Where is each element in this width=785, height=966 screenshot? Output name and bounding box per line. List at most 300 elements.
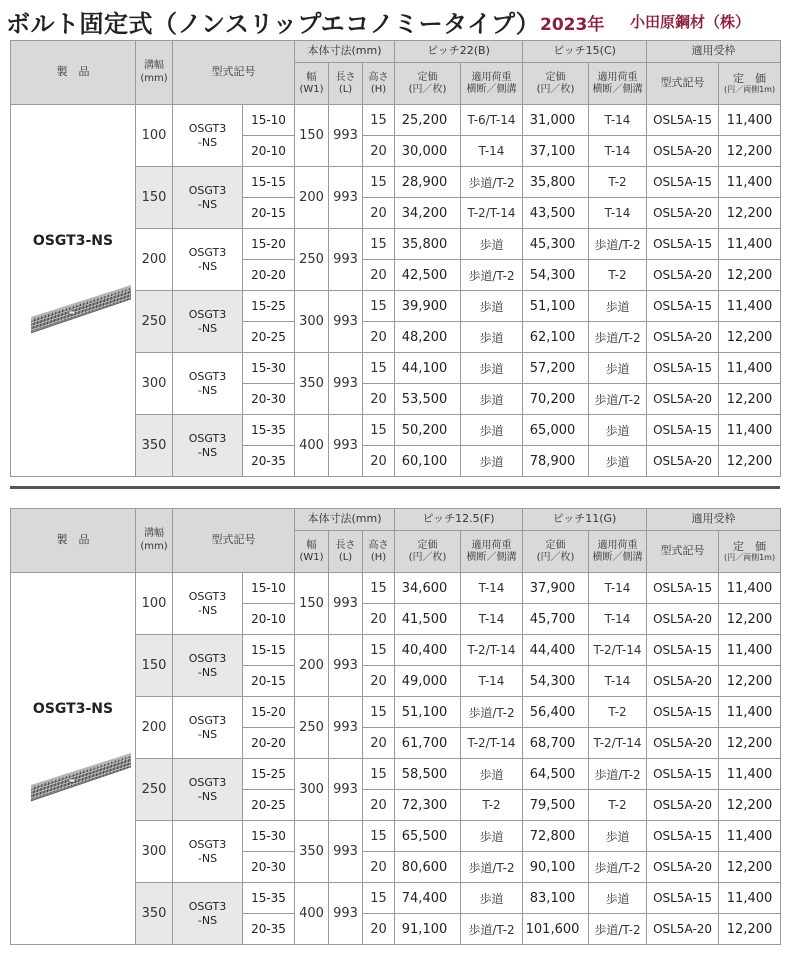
frame-model: OSL5A-15 bbox=[647, 167, 719, 198]
load-a: 歩道 bbox=[461, 415, 523, 446]
header-price-b-line: 定価 bbox=[545, 71, 566, 83]
header-groove-width-line: (mm) bbox=[140, 540, 168, 552]
model-code: 20-20 bbox=[243, 728, 295, 759]
header-product: 製 品 bbox=[11, 509, 136, 573]
frame-model: OSL5A-20 bbox=[647, 260, 719, 291]
model-name-line: -NS bbox=[197, 445, 218, 459]
body-height: 15 bbox=[363, 167, 395, 198]
load-b: T-2/T-14 bbox=[589, 635, 647, 666]
body-width: 300 bbox=[295, 291, 329, 353]
model-name-line: -NS bbox=[197, 913, 218, 927]
body-width: 250 bbox=[295, 229, 329, 291]
body-width: 350 bbox=[295, 821, 329, 883]
price-b: 35,800 bbox=[523, 167, 589, 198]
model-code: 20-20 bbox=[243, 260, 295, 291]
price-table bbox=[10, 508, 781, 945]
load-b: 歩道 bbox=[589, 415, 647, 446]
load-b: T-14 bbox=[589, 573, 647, 604]
model-name-line: OSGT3 bbox=[188, 183, 227, 197]
body-width: 250 bbox=[295, 697, 329, 759]
model-code: 20-30 bbox=[243, 384, 295, 415]
price-b: 90,100 bbox=[523, 852, 589, 883]
price-a: 42,500 bbox=[395, 260, 461, 291]
product-name: OSGT3-NS bbox=[32, 233, 114, 249]
price-b: 37,100 bbox=[523, 136, 589, 167]
load-a: 歩道 bbox=[461, 291, 523, 322]
body-height: 15 bbox=[363, 697, 395, 728]
load-a: 歩道 bbox=[461, 322, 523, 353]
body-length: 993 bbox=[329, 759, 363, 821]
load-a: 歩道/T-2 bbox=[461, 914, 523, 945]
price-a: 53,500 bbox=[395, 384, 461, 415]
price-b: 57,200 bbox=[523, 353, 589, 384]
body-height: 15 bbox=[363, 759, 395, 790]
model-code: 20-10 bbox=[243, 604, 295, 635]
frame-price: 11,400 bbox=[719, 821, 781, 852]
frame-price: 12,200 bbox=[719, 728, 781, 759]
frame-model: OSL5A-20 bbox=[647, 322, 719, 353]
header-price-a-line: (円／枚) bbox=[408, 83, 447, 95]
frame-model: OSL5A-20 bbox=[647, 666, 719, 697]
frame-price: 11,400 bbox=[719, 167, 781, 198]
price-b: 37,900 bbox=[523, 573, 589, 604]
frame-model: OSL5A-15 bbox=[647, 883, 719, 914]
body-length: 993 bbox=[329, 353, 363, 415]
frame-model: OSL5A-20 bbox=[647, 384, 719, 415]
frame-model: OSL5A-15 bbox=[647, 415, 719, 446]
groove-width: 250 bbox=[136, 759, 173, 821]
company-name: 小田原鋼材（株） bbox=[630, 13, 751, 31]
model-code: 15-20 bbox=[243, 229, 295, 260]
price-a: 80,600 bbox=[395, 852, 461, 883]
price-b: 62,100 bbox=[523, 322, 589, 353]
price-table bbox=[10, 40, 781, 477]
header-price-b-line: (円／枚) bbox=[536, 83, 575, 95]
frame-price: 12,200 bbox=[719, 322, 781, 353]
header-load-b-line: 適用荷重 bbox=[597, 71, 638, 83]
model-code: 20-35 bbox=[243, 446, 295, 477]
frame-model: OSL5A-15 bbox=[647, 821, 719, 852]
load-b: T-2/T-14 bbox=[589, 728, 647, 759]
header-frame-price-line: 定 価 bbox=[733, 540, 767, 554]
load-a: T-14 bbox=[461, 666, 523, 697]
load-b: 歩道 bbox=[589, 446, 647, 477]
groove-width: 300 bbox=[136, 353, 173, 415]
load-a: 歩道/T-2 bbox=[461, 167, 523, 198]
model-name-line: OSGT3 bbox=[188, 121, 227, 135]
body-length: 993 bbox=[329, 415, 363, 477]
header-length-line: (L) bbox=[338, 83, 353, 95]
load-b: T-2 bbox=[589, 167, 647, 198]
frame-price: 12,200 bbox=[719, 260, 781, 291]
header-height-line: (H) bbox=[370, 551, 387, 563]
price-a: 91,100 bbox=[395, 914, 461, 945]
model-code: 15-20 bbox=[243, 697, 295, 728]
load-b: 歩道/T-2 bbox=[589, 852, 647, 883]
header-pitch-b: ピッチ15(C) bbox=[523, 41, 647, 63]
frame-model: OSL5A-15 bbox=[647, 353, 719, 384]
table-row bbox=[11, 105, 781, 136]
groove-width: 300 bbox=[136, 821, 173, 883]
groove-width: 100 bbox=[136, 573, 173, 635]
body-length: 993 bbox=[329, 883, 363, 945]
model-name-line: OSGT3 bbox=[188, 899, 227, 913]
header-frame-model: 型式記号 bbox=[647, 63, 719, 105]
header-product: 製 品 bbox=[11, 41, 136, 105]
load-a: 歩道 bbox=[461, 821, 523, 852]
frame-model: OSL5A-20 bbox=[647, 728, 719, 759]
model-name bbox=[173, 353, 243, 415]
frame-model: OSL5A-15 bbox=[647, 697, 719, 728]
header-groove-width-line: 溝 bbox=[144, 528, 154, 539]
price-b: 70,200 bbox=[523, 384, 589, 415]
body-length: 993 bbox=[329, 635, 363, 697]
model-name-line: OSGT3 bbox=[188, 589, 227, 603]
header-price-a-line: 定価 bbox=[417, 71, 438, 83]
load-a: 歩道/T-2 bbox=[461, 852, 523, 883]
price-a: 41,500 bbox=[395, 604, 461, 635]
model-code: 20-15 bbox=[243, 666, 295, 697]
frame-price: 12,200 bbox=[719, 198, 781, 229]
price-a: 60,100 bbox=[395, 446, 461, 477]
model-code: 15-30 bbox=[243, 821, 295, 852]
model-code: 20-35 bbox=[243, 914, 295, 945]
header-height bbox=[363, 531, 395, 573]
body-width: 400 bbox=[295, 883, 329, 945]
frame-price: 11,400 bbox=[719, 883, 781, 914]
model-name bbox=[173, 291, 243, 353]
body-height: 20 bbox=[363, 322, 395, 353]
model-code: 15-10 bbox=[243, 105, 295, 136]
header-price-b bbox=[523, 63, 589, 105]
load-a: 歩道 bbox=[461, 384, 523, 415]
product-cell bbox=[11, 105, 136, 477]
body-height: 20 bbox=[363, 852, 395, 883]
page-header bbox=[0, 0, 785, 40]
header-load-b-line: 横断／側溝 bbox=[592, 83, 643, 95]
load-a: 歩道 bbox=[461, 446, 523, 477]
header-frame-model: 型式記号 bbox=[647, 531, 719, 573]
frame-model: OSL5A-15 bbox=[647, 573, 719, 604]
model-code: 15-30 bbox=[243, 353, 295, 384]
frame-model: OSL5A-15 bbox=[647, 635, 719, 666]
header-frame: 適用受枠 bbox=[647, 41, 781, 63]
header-height-line: 高さ bbox=[368, 71, 389, 83]
load-b: 歩道/T-2 bbox=[589, 229, 647, 260]
frame-price: 12,200 bbox=[719, 666, 781, 697]
header-groove-width-line: 溝 bbox=[144, 60, 154, 71]
header-length-line: 長さ bbox=[335, 71, 356, 83]
header-groove-width-line: 幅 bbox=[154, 528, 164, 539]
model-name bbox=[173, 697, 243, 759]
header-load-b-line: 横断／側溝 bbox=[592, 551, 643, 563]
model-name-line: -NS bbox=[197, 383, 218, 397]
model-code: 15-35 bbox=[243, 883, 295, 914]
header-height-line: 高さ bbox=[368, 539, 389, 551]
model-name-line: -NS bbox=[197, 259, 218, 273]
header-w1-line: 幅 bbox=[306, 539, 317, 551]
load-a: 歩道/T-2 bbox=[461, 697, 523, 728]
body-length: 993 bbox=[329, 573, 363, 635]
price-a: 50,200 bbox=[395, 415, 461, 446]
body-height: 15 bbox=[363, 229, 395, 260]
header-load-a bbox=[461, 531, 523, 573]
frame-model: OSL5A-20 bbox=[647, 198, 719, 229]
header-load-b-line: 適用荷重 bbox=[597, 539, 638, 551]
frame-price: 11,400 bbox=[719, 105, 781, 136]
frame-price: 12,200 bbox=[719, 790, 781, 821]
price-year: 2023年 bbox=[540, 15, 605, 35]
header-groove-width bbox=[136, 41, 173, 105]
header-frame-price bbox=[719, 63, 781, 105]
frame-price: 11,400 bbox=[719, 353, 781, 384]
model-name-line: -NS bbox=[197, 321, 218, 335]
load-a: 歩道/T-2 bbox=[461, 260, 523, 291]
price-a: 35,800 bbox=[395, 229, 461, 260]
price-a: 39,900 bbox=[395, 291, 461, 322]
model-name-line: -NS bbox=[197, 727, 218, 741]
price-a: 72,300 bbox=[395, 790, 461, 821]
load-b: T-14 bbox=[589, 666, 647, 697]
frame-model: OSL5A-20 bbox=[647, 136, 719, 167]
header-w1-line: (W1) bbox=[299, 83, 324, 95]
price-b: 43,500 bbox=[523, 198, 589, 229]
price-b: 56,400 bbox=[523, 697, 589, 728]
body-height: 20 bbox=[363, 446, 395, 477]
model-name-line: -NS bbox=[197, 135, 218, 149]
groove-width: 150 bbox=[136, 167, 173, 229]
price-b: 45,700 bbox=[523, 604, 589, 635]
load-b: 歩道 bbox=[589, 883, 647, 914]
frame-price: 12,200 bbox=[719, 852, 781, 883]
model-name bbox=[173, 759, 243, 821]
header-frame-price-line: (円／両側1m) bbox=[723, 553, 776, 563]
body-height: 20 bbox=[363, 666, 395, 697]
price-b: 44,400 bbox=[523, 635, 589, 666]
load-b: T-14 bbox=[589, 198, 647, 229]
price-a: 28,900 bbox=[395, 167, 461, 198]
groove-width: 200 bbox=[136, 229, 173, 291]
header-length bbox=[329, 63, 363, 105]
frame-model: OSL5A-20 bbox=[647, 852, 719, 883]
header-groove-width-line: 幅 bbox=[154, 60, 164, 71]
body-height: 20 bbox=[363, 198, 395, 229]
model-code: 20-10 bbox=[243, 136, 295, 167]
price-b: 72,800 bbox=[523, 821, 589, 852]
model-code: 20-15 bbox=[243, 198, 295, 229]
model-code: 15-10 bbox=[243, 573, 295, 604]
body-height: 20 bbox=[363, 136, 395, 167]
header-price-a bbox=[395, 531, 461, 573]
body-height: 15 bbox=[363, 353, 395, 384]
header-groove-width-line: (mm) bbox=[140, 72, 168, 84]
price-b: 101,600 bbox=[523, 914, 589, 945]
body-length: 993 bbox=[329, 291, 363, 353]
header-pitch-a: ピッチ12.5(F) bbox=[395, 509, 523, 531]
header-height-line: (H) bbox=[370, 83, 387, 95]
header-load-b bbox=[589, 531, 647, 573]
body-height: 20 bbox=[363, 384, 395, 415]
price-b: 79,500 bbox=[523, 790, 589, 821]
header-w1 bbox=[295, 531, 329, 573]
load-b: T-14 bbox=[589, 136, 647, 167]
price-a: 34,600 bbox=[395, 573, 461, 604]
frame-model: OSL5A-20 bbox=[647, 446, 719, 477]
body-height: 15 bbox=[363, 291, 395, 322]
body-length: 993 bbox=[329, 229, 363, 291]
body-height: 15 bbox=[363, 883, 395, 914]
price-a: 49,000 bbox=[395, 666, 461, 697]
body-width: 200 bbox=[295, 635, 329, 697]
body-height: 15 bbox=[363, 635, 395, 666]
model-name bbox=[173, 415, 243, 477]
load-a: T-6/T-14 bbox=[461, 105, 523, 136]
product-name: OSGT3-NS bbox=[32, 701, 114, 717]
body-width: 200 bbox=[295, 167, 329, 229]
body-height: 15 bbox=[363, 821, 395, 852]
header-load-a-line: 横断／側溝 bbox=[466, 551, 517, 563]
model-name-line: -NS bbox=[197, 789, 218, 803]
price-a: 40,400 bbox=[395, 635, 461, 666]
model-name-line: -NS bbox=[197, 603, 218, 617]
header-w1 bbox=[295, 63, 329, 105]
price-a: 34,200 bbox=[395, 198, 461, 229]
model-code: 20-25 bbox=[243, 790, 295, 821]
price-b: 54,300 bbox=[523, 260, 589, 291]
price-b: 78,900 bbox=[523, 446, 589, 477]
model-name-line: OSGT3 bbox=[188, 245, 227, 259]
groove-width: 350 bbox=[136, 415, 173, 477]
frame-model: OSL5A-15 bbox=[647, 229, 719, 260]
model-code: 15-25 bbox=[243, 759, 295, 790]
model-name bbox=[173, 635, 243, 697]
model-name-line: OSGT3 bbox=[188, 651, 227, 665]
header-price-b-line: 定価 bbox=[545, 539, 566, 551]
price-a: 58,500 bbox=[395, 759, 461, 790]
load-a: T-2 bbox=[461, 790, 523, 821]
header-price-a bbox=[395, 63, 461, 105]
load-b: T-2 bbox=[589, 697, 647, 728]
price-a: 48,200 bbox=[395, 322, 461, 353]
body-height: 20 bbox=[363, 604, 395, 635]
frame-price: 11,400 bbox=[719, 697, 781, 728]
header-length bbox=[329, 531, 363, 573]
header-body-size: 本体寸法(mm) bbox=[295, 41, 395, 63]
body-width: 150 bbox=[295, 105, 329, 167]
groove-width: 350 bbox=[136, 883, 173, 945]
body-width: 350 bbox=[295, 353, 329, 415]
load-b: T-14 bbox=[589, 105, 647, 136]
groove-width: 100 bbox=[136, 105, 173, 167]
body-height: 20 bbox=[363, 914, 395, 945]
body-height: 20 bbox=[363, 790, 395, 821]
body-height: 20 bbox=[363, 728, 395, 759]
frame-price: 12,200 bbox=[719, 384, 781, 415]
header-w1-line: 幅 bbox=[306, 71, 317, 83]
header-load-a-line: 適用荷重 bbox=[471, 539, 512, 551]
header-price-b-line: (円／枚) bbox=[536, 551, 575, 563]
body-length: 993 bbox=[329, 167, 363, 229]
model-code: 15-25 bbox=[243, 291, 295, 322]
frame-price: 11,400 bbox=[719, 635, 781, 666]
model-name-line: OSGT3 bbox=[188, 837, 227, 851]
price-a: 74,400 bbox=[395, 883, 461, 914]
load-a: T-2/T-14 bbox=[461, 198, 523, 229]
groove-width: 250 bbox=[136, 291, 173, 353]
header-load-a bbox=[461, 63, 523, 105]
load-b: 歩道/T-2 bbox=[589, 759, 647, 790]
price-b: 65,000 bbox=[523, 415, 589, 446]
frame-price: 11,400 bbox=[719, 759, 781, 790]
price-b: 45,300 bbox=[523, 229, 589, 260]
table-separator bbox=[10, 486, 780, 489]
frame-model: OSL5A-20 bbox=[647, 914, 719, 945]
load-a: 歩道 bbox=[461, 883, 523, 914]
header-frame: 適用受枠 bbox=[647, 509, 781, 531]
load-a: T-14 bbox=[461, 573, 523, 604]
model-name bbox=[173, 883, 243, 945]
load-a: T-2/T-14 bbox=[461, 728, 523, 759]
load-b: T-2 bbox=[589, 260, 647, 291]
table-row bbox=[11, 573, 781, 604]
body-height: 15 bbox=[363, 573, 395, 604]
frame-price: 11,400 bbox=[719, 415, 781, 446]
price-a: 25,200 bbox=[395, 105, 461, 136]
load-a: 歩道 bbox=[461, 759, 523, 790]
frame-price: 12,200 bbox=[719, 136, 781, 167]
frame-price: 12,200 bbox=[719, 914, 781, 945]
price-a: 65,500 bbox=[395, 821, 461, 852]
header-load-b bbox=[589, 63, 647, 105]
body-height: 20 bbox=[363, 260, 395, 291]
load-a: 歩道 bbox=[461, 353, 523, 384]
price-b: 31,000 bbox=[523, 105, 589, 136]
model-name-line: OSGT3 bbox=[188, 369, 227, 383]
frame-price: 12,200 bbox=[719, 446, 781, 477]
model-name-line: OSGT3 bbox=[188, 431, 227, 445]
body-height: 15 bbox=[363, 415, 395, 446]
page-title: ボルト固定式（ノンスリップエコノミータイプ） bbox=[6, 10, 541, 38]
header-price-a-line: 定価 bbox=[417, 539, 438, 551]
product-cell bbox=[11, 573, 136, 945]
groove-width: 200 bbox=[136, 697, 173, 759]
header-w1-line: (W1) bbox=[299, 551, 324, 563]
header-frame-price-line: (円／両側1m) bbox=[723, 85, 776, 95]
load-b: 歩道 bbox=[589, 821, 647, 852]
model-code: 20-25 bbox=[243, 322, 295, 353]
body-width: 150 bbox=[295, 573, 329, 635]
model-name bbox=[173, 821, 243, 883]
model-code: 15-15 bbox=[243, 635, 295, 666]
price-b: 83,100 bbox=[523, 883, 589, 914]
header-load-a-line: 横断／側溝 bbox=[466, 83, 517, 95]
body-length: 993 bbox=[329, 105, 363, 167]
frame-price: 11,400 bbox=[719, 573, 781, 604]
header-height bbox=[363, 63, 395, 105]
model-code: 15-35 bbox=[243, 415, 295, 446]
model-code: 20-30 bbox=[243, 852, 295, 883]
model-name-line: OSGT3 bbox=[188, 775, 227, 789]
grating-product-image bbox=[31, 749, 131, 803]
header-load-a-line: 適用荷重 bbox=[471, 71, 512, 83]
frame-model: OSL5A-20 bbox=[647, 604, 719, 635]
load-a: 歩道 bbox=[461, 229, 523, 260]
model-name bbox=[173, 229, 243, 291]
header-frame-price-line: 定 価 bbox=[733, 72, 767, 86]
header-price-b bbox=[523, 531, 589, 573]
frame-price: 11,400 bbox=[719, 229, 781, 260]
load-b: 歩道/T-2 bbox=[589, 384, 647, 415]
